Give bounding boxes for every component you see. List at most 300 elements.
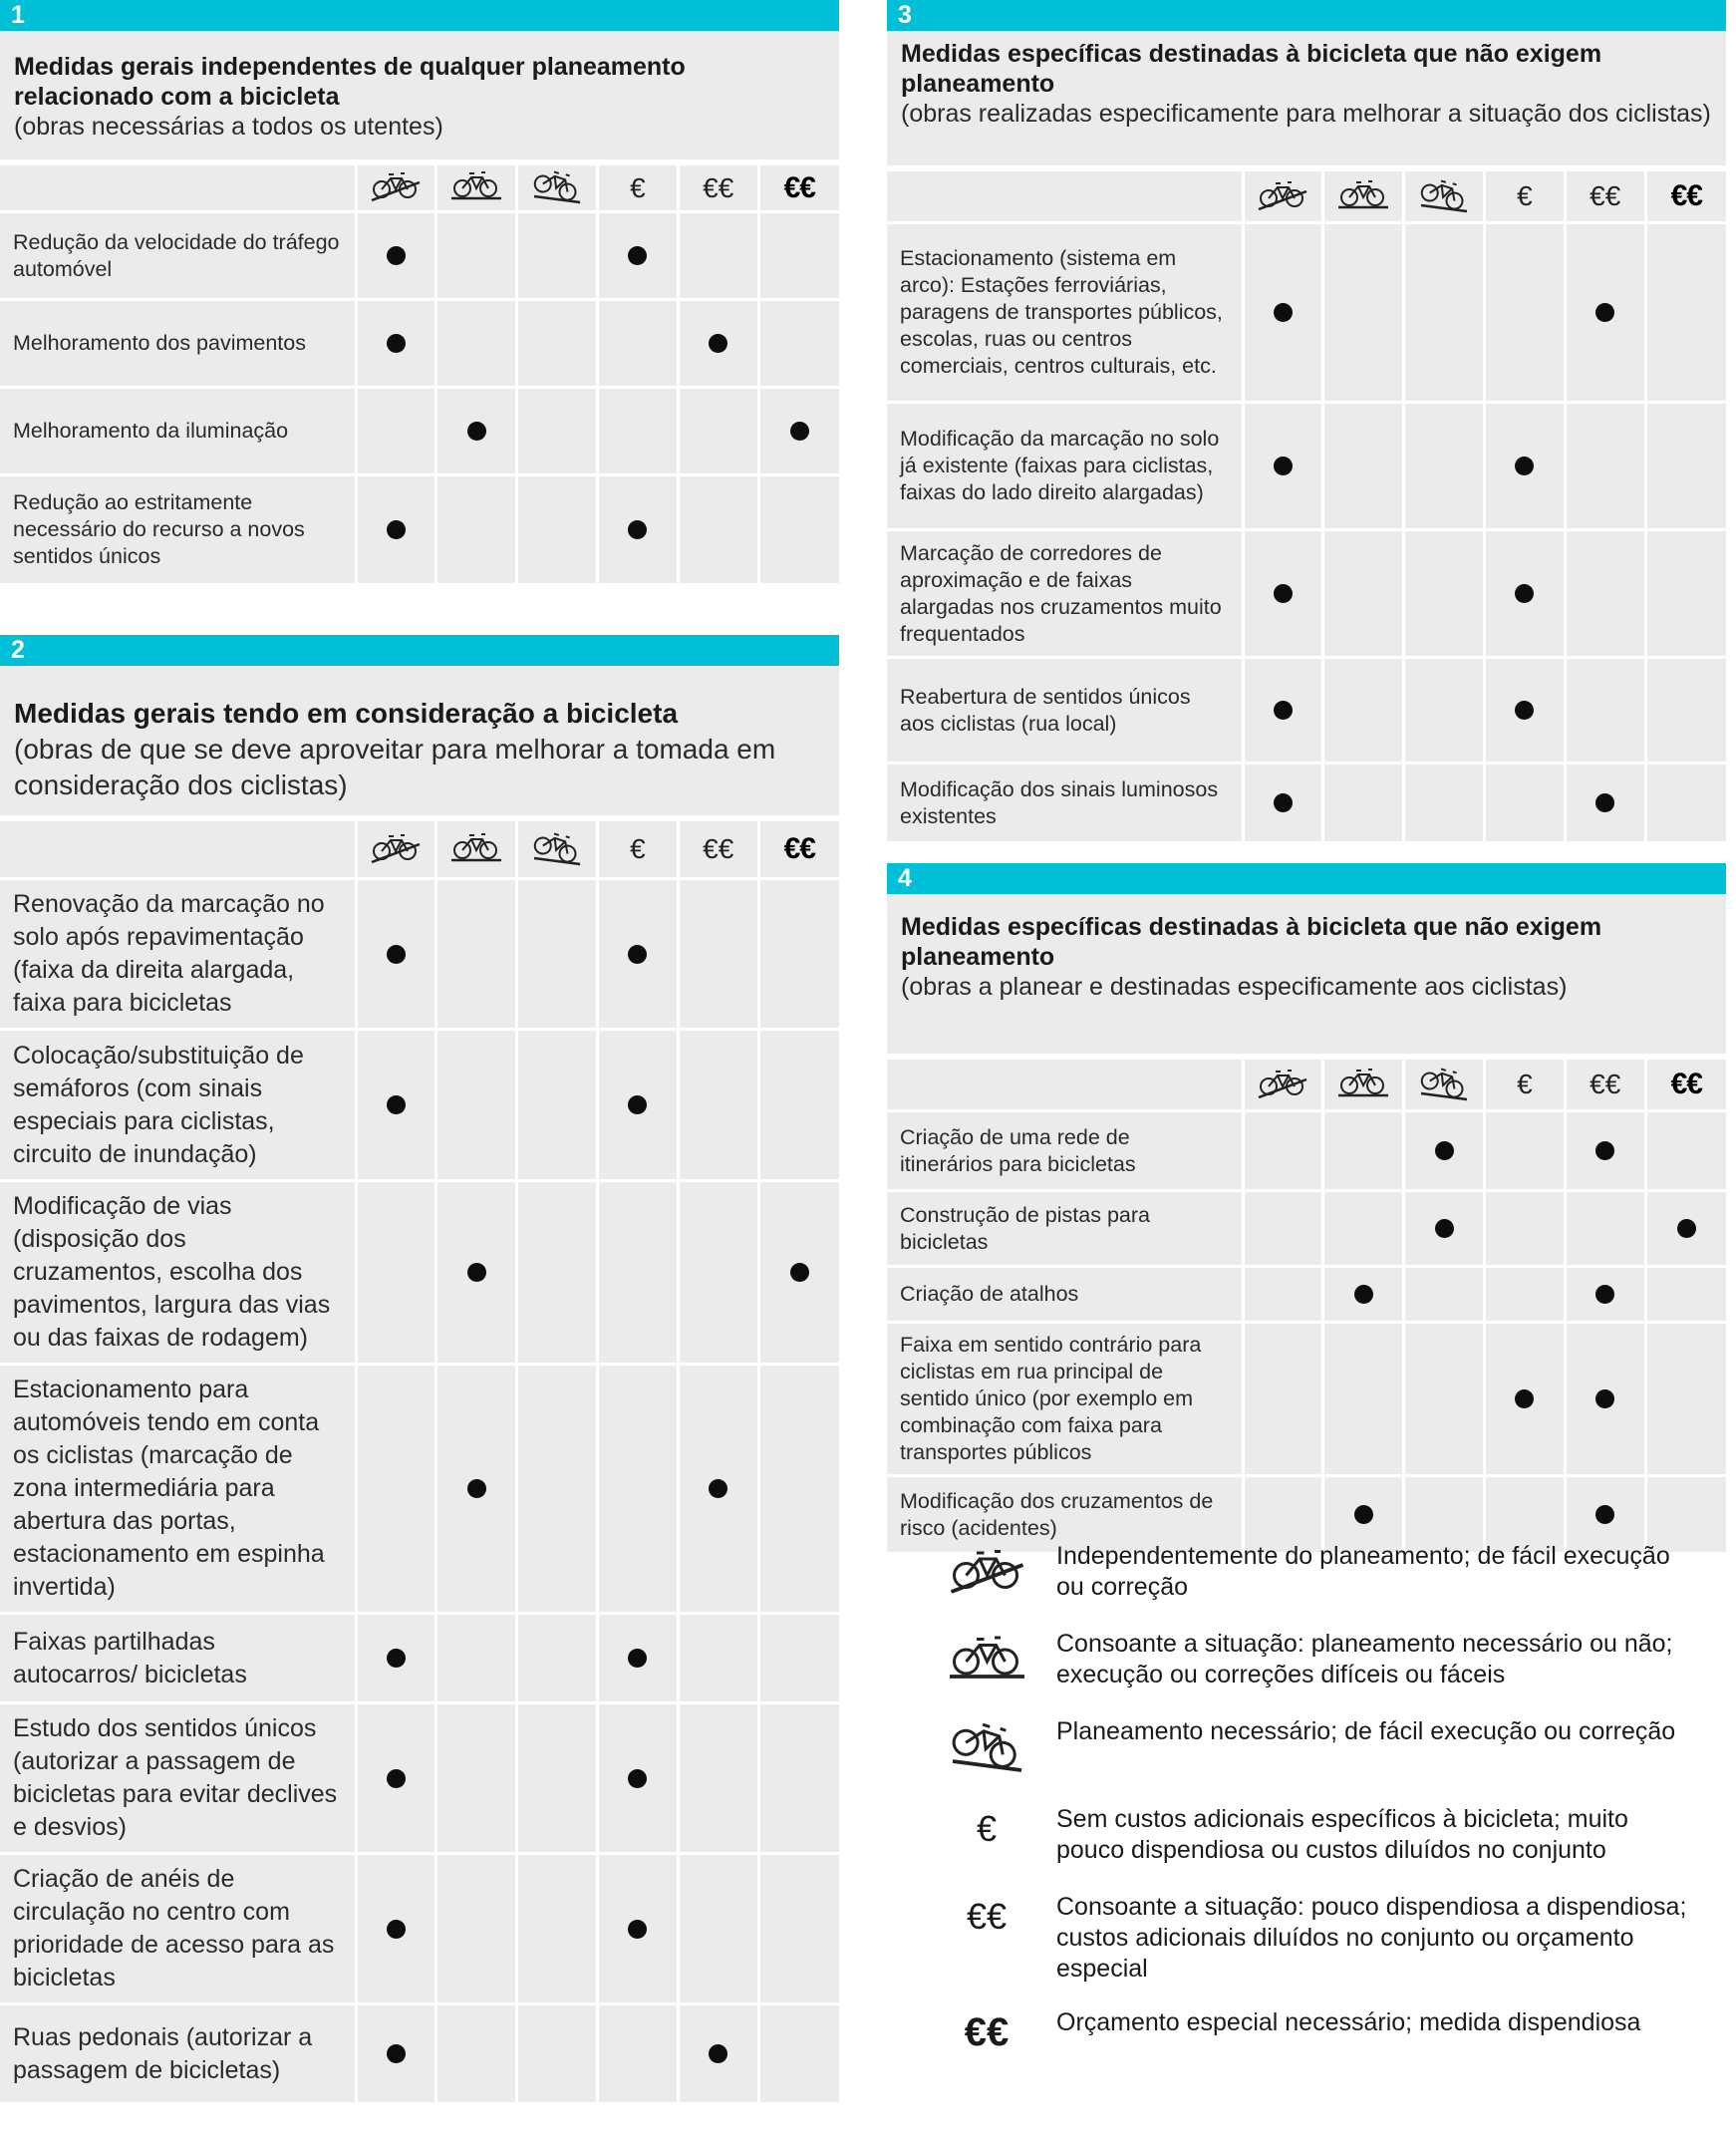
mark-cell xyxy=(1645,1323,1726,1476)
dot-marker xyxy=(1677,1219,1696,1238)
mark-cell xyxy=(758,475,839,585)
bike-tilted-icon xyxy=(1417,175,1471,218)
mark-cell xyxy=(597,475,678,585)
mark-cell xyxy=(597,1365,678,1614)
cost-medium-label: €€ xyxy=(1590,180,1621,211)
dot-marker xyxy=(790,1263,809,1282)
table-row xyxy=(0,1614,839,1703)
cost-medium-label: €€ xyxy=(703,171,734,203)
mark-cell xyxy=(436,475,517,585)
dot-marker xyxy=(387,334,406,353)
mark-cell xyxy=(517,2004,598,2104)
mark-cell xyxy=(1484,403,1565,530)
table-header-row xyxy=(0,164,839,212)
bike-plain-icon xyxy=(1336,1064,1390,1106)
mark-cell xyxy=(1404,1267,1485,1323)
panel-4-number: 4 xyxy=(898,864,912,892)
measure-label: Estacionamento (sistema em arco): Estações ferroviárias, paragens de transportes públicos, escolas, ruas ou centros comerciais, centros culturais, etc. xyxy=(887,223,1243,403)
mark-cell xyxy=(1404,658,1485,764)
dot-marker xyxy=(1515,701,1534,720)
dot-marker xyxy=(790,422,809,441)
mark-cell xyxy=(1323,530,1404,658)
mark-cell xyxy=(1323,1267,1404,1323)
measure-label: Modificação da marcação no solo já existente (faixas para ciclistas, faixas do lado direito alargadas) xyxy=(887,403,1243,530)
bike-slashed-icon xyxy=(1256,175,1309,218)
mark-cell xyxy=(436,2004,517,2104)
panel-2-titlebox xyxy=(0,666,839,818)
mark-cell xyxy=(678,2004,758,2104)
mark-cell xyxy=(1404,403,1485,530)
column-header xyxy=(1645,1059,1726,1111)
mark-cell xyxy=(517,879,598,1030)
measure-label: Ruas pedonais (autorizar a passagem de bicicletas) xyxy=(0,2004,356,2104)
column-header xyxy=(356,820,436,879)
mark-cell xyxy=(1645,1267,1726,1323)
column-header xyxy=(436,820,517,879)
dot-marker xyxy=(1595,1389,1614,1408)
dot-marker xyxy=(1354,1285,1373,1304)
column-header xyxy=(1243,170,1323,223)
table-row xyxy=(0,212,839,300)
mark-cell xyxy=(678,475,758,585)
mark-cell xyxy=(1484,530,1565,658)
mark-cell xyxy=(1243,1111,1323,1191)
column-header xyxy=(1565,170,1645,223)
bike-plain-icon xyxy=(449,828,503,871)
legend-text: Sem custos adicionais específicos à bicicleta; muito pouco dispendiosa ou custos diluídos no conjunto xyxy=(1056,1805,1628,1864)
dot-marker xyxy=(628,945,647,964)
mark-cell xyxy=(597,1703,678,1854)
mark-cell xyxy=(436,1703,517,1854)
bike-plain-icon xyxy=(449,166,503,209)
table-row xyxy=(0,300,839,388)
legend-text: Orçamento especial necessário; medida dispendiosa xyxy=(1056,2008,1641,2036)
table-header-row xyxy=(0,820,839,879)
table-row xyxy=(887,530,1726,658)
cost-high-label: €€ xyxy=(1670,179,1702,212)
panel-4-subtitle: (obras a planear e destinadas especificamente aos ciclistas) xyxy=(901,973,1568,1001)
mark-cell xyxy=(758,1854,839,2004)
panel-2-table xyxy=(0,818,839,2105)
mark-cell xyxy=(436,388,517,475)
mark-cell xyxy=(1323,223,1404,403)
cost-medium-label: €€ xyxy=(1590,1069,1621,1099)
mark-cell xyxy=(436,300,517,388)
table-row xyxy=(0,388,839,475)
dot-marker xyxy=(709,334,727,353)
mark-cell xyxy=(597,1854,678,2004)
mark-cell xyxy=(678,212,758,300)
table-row xyxy=(887,403,1726,530)
dot-marker xyxy=(1595,303,1614,322)
panel-1-title: Medidas gerais independentes de qualquer planeamento relacionado com a bicicleta xyxy=(14,53,686,111)
legend-symbol xyxy=(927,1541,1046,1603)
mark-cell xyxy=(356,1030,436,1181)
column-header xyxy=(597,820,678,879)
mark-cell xyxy=(1565,764,1645,843)
mark-cell xyxy=(436,1365,517,1614)
measure-label: Modificação dos sinais luminosos existentes xyxy=(887,764,1243,843)
table-row xyxy=(0,1365,839,1614)
mark-cell xyxy=(356,1365,436,1614)
bike-tilted-icon xyxy=(1417,1064,1471,1106)
mark-cell xyxy=(1645,403,1726,530)
cost-low-label: € xyxy=(976,1808,998,1849)
column-header xyxy=(678,820,758,879)
column-header xyxy=(597,164,678,212)
mark-cell xyxy=(436,1181,517,1365)
cost-low-label: € xyxy=(1517,180,1533,211)
mark-cell xyxy=(1645,223,1726,403)
dot-marker xyxy=(1435,1219,1454,1238)
mark-cell xyxy=(1484,1267,1565,1323)
panel-1-header xyxy=(0,0,839,31)
table-row xyxy=(887,1191,1726,1267)
mark-cell xyxy=(1565,1111,1645,1191)
measure-label: Estacionamento para automóveis tendo em conta os ciclistas (marcação de zona intermediária para abertura das portas, estacionamento em espinha invertida) xyxy=(0,1365,356,1614)
column-header xyxy=(436,164,517,212)
cost-high-label: €€ xyxy=(783,832,815,865)
dot-marker xyxy=(387,1649,406,1668)
mark-cell xyxy=(1404,530,1485,658)
mark-cell xyxy=(1484,1323,1565,1476)
column-header xyxy=(1323,1059,1404,1111)
panel-2-number: 2 xyxy=(11,636,25,664)
table-header-row xyxy=(887,1059,1726,1111)
table-row xyxy=(0,475,839,585)
panel-2-subtitle: (obras de que se deve aproveitar para melhorar a tomada em consideração dos ciclistas) xyxy=(14,734,776,800)
dot-marker xyxy=(387,520,406,539)
mark-cell xyxy=(597,300,678,388)
mark-cell xyxy=(356,1614,436,1703)
mark-cell xyxy=(1243,1267,1323,1323)
mark-cell xyxy=(356,475,436,585)
legend-symbol xyxy=(927,1716,1046,1778)
mark-cell xyxy=(1323,1111,1404,1191)
bike-slashed-icon xyxy=(369,828,423,871)
mark-cell xyxy=(356,1703,436,1854)
mark-cell xyxy=(436,879,517,1030)
bike-tilted-icon xyxy=(947,1716,1027,1778)
measure-label: Faixas partilhadas autocarros/ bicicletas xyxy=(0,1614,356,1703)
panel-3-table xyxy=(887,168,1726,844)
mark-cell xyxy=(517,1030,598,1181)
dot-marker xyxy=(1515,457,1534,475)
legend-symbol xyxy=(927,2007,1046,2057)
mark-cell xyxy=(1645,530,1726,658)
mark-cell xyxy=(1645,1191,1726,1267)
table-row xyxy=(887,658,1726,764)
measure-label: Modificação dos cruzamentos de risco (acidentes) xyxy=(887,1476,1243,1554)
column-header xyxy=(678,164,758,212)
measure-label: Criação de anéis de circulação no centro com prioridade de acesso para as bicicletas xyxy=(0,1854,356,2004)
dot-marker xyxy=(1515,584,1534,603)
table-row xyxy=(887,1323,1726,1476)
cost-low-label: € xyxy=(630,171,646,203)
mark-cell xyxy=(1565,223,1645,403)
mark-cell xyxy=(517,388,598,475)
panel-1-subtitle: (obras necessárias a todos os utentes) xyxy=(14,113,443,141)
legend-text: Consoante a situação: planeamento necessário ou não; execução ou correções difíceis ou fáceis xyxy=(1056,1630,1673,1688)
measure-label: Criação de atalhos xyxy=(887,1267,1243,1323)
table-row xyxy=(0,879,839,1030)
dot-marker xyxy=(1515,1389,1534,1408)
measure-label: Construção de pistas para bicicletas xyxy=(887,1191,1243,1267)
dot-marker xyxy=(387,2044,406,2063)
mark-cell xyxy=(356,1854,436,2004)
column-header xyxy=(758,164,839,212)
panel-1 xyxy=(0,0,839,586)
column-header xyxy=(1565,1059,1645,1111)
mark-cell xyxy=(758,2004,839,2104)
panel-3-titlebox xyxy=(887,31,1726,168)
mark-cell xyxy=(517,212,598,300)
header-blank xyxy=(887,170,1243,223)
cost-high-label: €€ xyxy=(783,170,815,204)
dot-marker xyxy=(1595,1285,1614,1304)
mark-cell xyxy=(678,1614,758,1703)
mark-cell xyxy=(1565,658,1645,764)
measure-label: Modificação de vias (disposição dos cruzamentos, escolha dos pavimentos, largura das vias ou das faixas de rodagem) xyxy=(0,1181,356,1365)
column-header xyxy=(758,820,839,879)
mark-cell xyxy=(678,1703,758,1854)
column-header xyxy=(1484,170,1565,223)
mark-cell xyxy=(678,879,758,1030)
table-row xyxy=(0,1703,839,1854)
mark-cell xyxy=(1404,1323,1485,1476)
dot-marker xyxy=(1595,793,1614,812)
mark-cell xyxy=(517,300,598,388)
mark-cell xyxy=(1404,1111,1485,1191)
mark-cell xyxy=(1484,223,1565,403)
dot-marker xyxy=(467,422,486,441)
mark-cell xyxy=(1323,403,1404,530)
mark-cell xyxy=(758,300,839,388)
bike-tilted-icon xyxy=(530,828,584,871)
mark-cell xyxy=(758,1614,839,1703)
panel-2 xyxy=(0,635,839,2105)
mark-cell xyxy=(758,879,839,1030)
cost-high-label: €€ xyxy=(1670,1068,1702,1100)
mark-cell xyxy=(1323,764,1404,843)
mark-cell xyxy=(1243,530,1323,658)
dot-marker xyxy=(628,1920,647,1939)
mark-cell xyxy=(1404,1191,1485,1267)
mark-cell xyxy=(758,1703,839,1854)
dot-marker xyxy=(387,246,406,265)
bike-slashed-icon xyxy=(1256,1064,1309,1106)
cost-medium-label: €€ xyxy=(703,833,734,864)
measure-label: Estudo dos sentidos únicos (autorizar a passagem de bicicletas para evitar declives e desvios) xyxy=(0,1703,356,1854)
mark-cell xyxy=(678,1365,758,1614)
column-header xyxy=(1404,1059,1485,1111)
mark-cell xyxy=(1565,530,1645,658)
mark-cell xyxy=(1645,764,1726,843)
mark-cell xyxy=(517,1181,598,1365)
legend-text: Independentemente do planeamento; de fácil execução ou correção xyxy=(1056,1542,1670,1601)
mark-cell xyxy=(1323,1323,1404,1476)
bike-slashed-icon xyxy=(947,1541,1027,1603)
mark-cell xyxy=(356,212,436,300)
table-row xyxy=(887,764,1726,843)
cost-medium-label: €€ xyxy=(966,1896,1008,1937)
mark-cell xyxy=(1484,1191,1565,1267)
dot-marker xyxy=(1274,793,1293,812)
header-blank xyxy=(0,164,356,212)
dot-marker xyxy=(628,1095,647,1114)
dot-marker xyxy=(387,1095,406,1114)
mark-cell xyxy=(517,1365,598,1614)
panel-4 xyxy=(887,863,1726,1555)
mark-cell xyxy=(597,388,678,475)
mark-cell xyxy=(436,212,517,300)
panel-1-number: 1 xyxy=(11,1,25,29)
mark-cell xyxy=(1565,1191,1645,1267)
column-header xyxy=(1645,170,1726,223)
mark-cell xyxy=(597,2004,678,2104)
column-header xyxy=(517,820,598,879)
mark-cell xyxy=(356,300,436,388)
measure-label: Redução ao estritamente necessário do recurso a novos sentidos únicos xyxy=(0,475,356,585)
panel-3-title: Medidas específicas destinadas à bicicleta que não exigem planeamento xyxy=(901,40,1602,98)
mark-cell xyxy=(436,1854,517,2004)
bike-tilted-icon xyxy=(530,166,584,209)
column-header xyxy=(1404,170,1485,223)
dot-marker xyxy=(1274,584,1293,603)
panel-2-title: Medidas gerais tendo em consideração a bicicleta xyxy=(14,698,679,729)
dot-marker xyxy=(1595,1505,1614,1524)
mark-cell xyxy=(758,212,839,300)
mark-cell xyxy=(758,1181,839,1365)
dot-marker xyxy=(628,1769,647,1788)
mark-cell xyxy=(678,300,758,388)
panel-3-header xyxy=(887,0,1726,31)
cost-low-label: € xyxy=(1517,1069,1533,1099)
legend-symbol xyxy=(927,1629,1046,1690)
mark-cell xyxy=(1645,1111,1726,1191)
mark-cell xyxy=(356,388,436,475)
mark-cell xyxy=(517,475,598,585)
dot-marker xyxy=(628,520,647,539)
legend-text: Consoante a situação: pouco dispendiosa a dispendiosa; custos adicionais diluídos no conjunto ou orçamento especial xyxy=(1056,1893,1687,1983)
mark-cell xyxy=(597,1614,678,1703)
table-row xyxy=(0,2004,839,2104)
mark-cell xyxy=(356,879,436,1030)
mark-cell xyxy=(758,388,839,475)
mark-cell xyxy=(758,1030,839,1181)
panel-3-number: 3 xyxy=(898,1,912,29)
measure-label: Renovação da marcação no solo após repavimentação (faixa da direita alargada, faixa para bicicletas xyxy=(0,879,356,1030)
mark-cell xyxy=(1404,223,1485,403)
dot-marker xyxy=(387,1769,406,1788)
table-header-row xyxy=(887,170,1726,223)
measure-label: Colocação/substituição de semáforos (com sinais especiais para ciclistas, circuito de inundação) xyxy=(0,1030,356,1181)
mark-cell xyxy=(1484,1111,1565,1191)
table-row xyxy=(887,1267,1726,1323)
mark-cell xyxy=(436,1614,517,1703)
cost-low-label: € xyxy=(630,833,646,864)
mark-cell xyxy=(678,1030,758,1181)
mark-cell xyxy=(1484,658,1565,764)
measure-label: Reabertura de sentidos únicos aos ciclistas (rua local) xyxy=(887,658,1243,764)
table-row xyxy=(0,1854,839,2004)
mark-cell xyxy=(1404,764,1485,843)
mark-cell xyxy=(1645,658,1726,764)
mark-cell xyxy=(1243,403,1323,530)
mark-cell xyxy=(517,1614,598,1703)
dot-marker xyxy=(1274,457,1293,475)
mark-cell xyxy=(436,1030,517,1181)
dot-marker xyxy=(628,246,647,265)
mark-cell xyxy=(1565,1323,1645,1476)
mark-cell xyxy=(1243,1191,1323,1267)
mark-cell xyxy=(597,212,678,300)
mark-cell xyxy=(356,2004,436,2104)
measure-label: Faixa em sentido contrário para ciclistas em rua principal de sentido único (por exemplo em combinação com faixa para transportes públicos xyxy=(887,1323,1243,1476)
column-header xyxy=(1484,1059,1565,1111)
mark-cell xyxy=(1484,764,1565,843)
table-row xyxy=(0,1030,839,1181)
table-row xyxy=(887,223,1726,403)
mark-cell xyxy=(1323,658,1404,764)
dot-marker xyxy=(1435,1141,1454,1160)
dot-marker xyxy=(387,945,406,964)
dot-marker xyxy=(1274,303,1293,322)
column-header xyxy=(1243,1059,1323,1111)
panel-4-title: Medidas específicas destinadas à bicicleta que não exigem planeamento xyxy=(901,913,1602,971)
panel-1-table xyxy=(0,162,839,586)
panel-2-header xyxy=(0,635,839,666)
dot-marker xyxy=(1595,1141,1614,1160)
legend-symbol xyxy=(927,1892,1046,1942)
mark-cell xyxy=(758,1365,839,1614)
mark-cell xyxy=(1565,403,1645,530)
measure-label: Redução da velocidade do tráfego automóvel xyxy=(0,212,356,300)
measure-label: Marcação de corredores de aproximação e de faixas alargadas nos cruzamentos muito frequentados xyxy=(887,530,1243,658)
panel-4-table xyxy=(887,1057,1726,1555)
dot-marker xyxy=(709,2044,727,2063)
dot-marker xyxy=(628,1649,647,1668)
measure-label: Melhoramento da iluminação xyxy=(0,388,356,475)
mark-cell xyxy=(1243,764,1323,843)
legend-symbol xyxy=(927,1804,1046,1854)
mark-cell xyxy=(517,1854,598,2004)
mark-cell xyxy=(678,1181,758,1365)
legend-text: Planeamento necessário; de fácil execução ou correção xyxy=(1056,1717,1676,1745)
mark-cell xyxy=(678,388,758,475)
column-header xyxy=(517,164,598,212)
mark-cell xyxy=(597,1030,678,1181)
column-header xyxy=(356,164,436,212)
mark-cell xyxy=(678,1854,758,2004)
header-blank xyxy=(0,820,356,879)
bike-slashed-icon xyxy=(369,166,423,209)
measure-label: Criação de uma rede de itinerários para bicicletas xyxy=(887,1111,1243,1191)
mark-cell xyxy=(517,1703,598,1854)
header-blank xyxy=(887,1059,1243,1111)
cost-high-label: €€ xyxy=(964,2010,1010,2054)
dot-marker xyxy=(467,1263,486,1282)
dot-marker xyxy=(1274,701,1293,720)
dot-marker xyxy=(709,1479,727,1498)
mark-cell xyxy=(1323,1191,1404,1267)
mark-cell xyxy=(1243,223,1323,403)
table-row xyxy=(0,1181,839,1365)
panel-1-titlebox xyxy=(0,31,839,162)
table-row xyxy=(887,1111,1726,1191)
mark-cell xyxy=(597,1181,678,1365)
mark-cell xyxy=(597,879,678,1030)
